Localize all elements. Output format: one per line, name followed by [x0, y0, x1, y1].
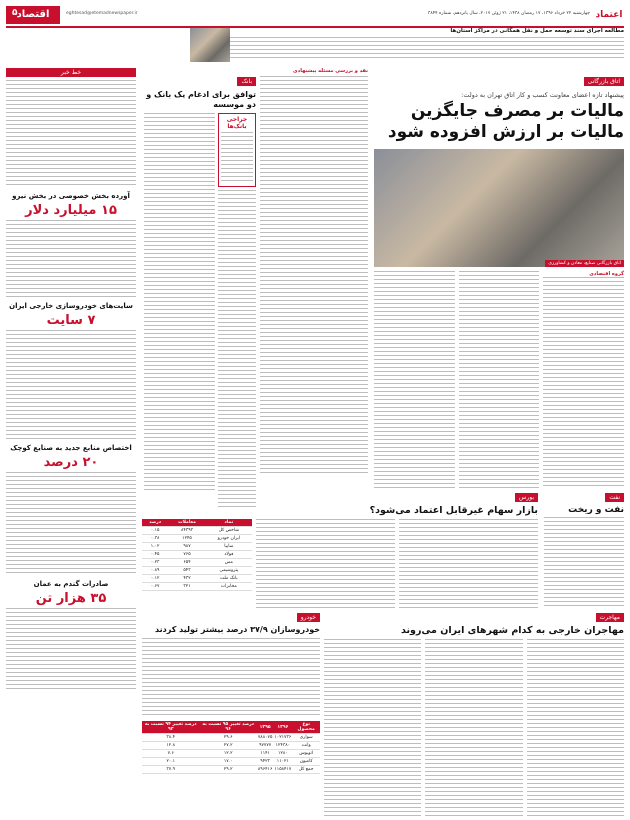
oil-headline[interactable]: نفت و ریخت — [568, 505, 624, 515]
car-cell: ۱۲.۸ — [142, 742, 199, 750]
car-cell: ۹۷۷۷۷ — [257, 742, 274, 750]
jarahi-box-title: جراحی بانک‌ها — [226, 116, 248, 130]
emigration-headline[interactable]: مهاجران خارجی به کدام شهرهای ایران می‌روند — [401, 625, 624, 636]
stocks-table-wrap — [142, 519, 252, 609]
car-cell: ۳۸.۴ — [142, 734, 199, 742]
top-strip-photo — [190, 28, 230, 62]
photo-caption: اتاق بازرگانی صنایع، معادن و کشاورزی — [545, 260, 624, 267]
stocks-cell: ۹۸۷ — [168, 543, 205, 551]
car-section — [142, 604, 320, 814]
car-cell: ۲۷.۲ — [199, 742, 256, 750]
stocks-cell: ۱۲۴۵ — [168, 535, 205, 543]
page-number: ۵ — [12, 8, 18, 18]
stocks-cell: فولاد — [206, 551, 252, 559]
table-row — [142, 535, 252, 543]
middle-text — [260, 76, 368, 476]
main-kicker: اتاق بازرگانی — [584, 77, 624, 86]
car-header-1: ۱۳۹۶ — [273, 721, 292, 734]
table-row — [142, 750, 320, 758]
table-row — [142, 551, 252, 559]
stocks-table — [142, 519, 252, 591]
bank-headline[interactable]: توافق برای ادغام یک بانک و دو موسسه — [146, 90, 256, 109]
sidebar-item4-title[interactable]: صادرات گندم به عمان — [33, 580, 109, 588]
bank-column — [144, 68, 256, 478]
middle-subtitle: نقد و بررسی مسئله پیشنهادی — [293, 68, 368, 74]
car-cell: ۸۹۶۴۱۶ — [257, 767, 273, 772]
oil-text — [544, 517, 624, 609]
car-cell: ۲۰.۱ — [142, 758, 199, 766]
table-row — [142, 543, 252, 551]
stocks-cell: ۷۶۵ — [168, 551, 205, 559]
stocks-cell: ۵۴۳ — [168, 567, 205, 575]
emigration-text-a — [527, 639, 624, 819]
stocks-cell: ۸۴۳۹۳ — [168, 527, 205, 535]
car-cell: ۲۹.۶ — [199, 734, 256, 742]
table-row — [142, 583, 252, 591]
table-row — [142, 527, 252, 535]
car-header-2: ۱۳۹۵ — [257, 721, 274, 734]
middle-column — [260, 68, 368, 478]
sidebar-news-list — [6, 80, 136, 186]
top-strip-text — [196, 37, 624, 61]
sidebar-item1-title[interactable]: آورده بخش خصوصی در بخش نیرو — [12, 192, 130, 200]
stocks-cell: سایپا — [206, 543, 252, 551]
emigration-section — [324, 604, 624, 814]
stocks-cell: مس — [206, 559, 252, 567]
car-cell: ۹۴۲۳ — [257, 758, 274, 766]
car-cell: ۱۱۵۸۴۱۷ — [274, 767, 292, 772]
top-strip — [196, 28, 624, 62]
newspaper-logo: اعتماد — [594, 6, 624, 24]
sidebar — [6, 68, 136, 814]
car-cell: ۲۹.۲ — [199, 766, 256, 774]
stocks-cell: ۱.۰۲ — [142, 543, 168, 551]
stocks-cell: ۳۲۱ — [168, 583, 205, 591]
sidebar-item1-value: ۱۵ میلیارد دلار — [25, 203, 117, 218]
table-row — [142, 766, 320, 774]
sidebar-item3-title[interactable]: اختصاص منابع جدید به صنایع کوچک — [10, 444, 132, 452]
car-cell: ۱۲.۲ — [199, 750, 256, 758]
sidebar-item2-title[interactable]: سایت‌های خودروسازی خارجی ایران — [9, 302, 133, 310]
main-subhead: پیشنهاد تازه اعضای معاونت کسب و کار اتاق تهران به دولت: — [461, 91, 624, 99]
sidebar-item3-value: ۲۰ درصد — [43, 455, 99, 470]
stocks-cell: ۰.۶۷ — [142, 583, 168, 591]
stocks-text-b — [256, 519, 395, 609]
car-headline[interactable]: خودروسازان ۳۷/۹ درصد بیشتر تولید کردند — [155, 625, 320, 634]
sidebar-item2-value: ۷ سایت — [46, 313, 96, 328]
top-strip-headline[interactable]: مطالعه اجرای سند توسعه حمل و نقل همگانی در مراکز استان‌ها — [450, 28, 624, 34]
main-story — [374, 68, 624, 478]
car-cell: ۱۲۸۰ — [273, 750, 292, 758]
stocks-cell: ۴۳۲ — [168, 575, 205, 583]
stocks-cell: شاخص کل — [206, 527, 252, 535]
car-kicker: خودرو — [297, 613, 320, 622]
sidebar-item2-text — [6, 330, 136, 440]
main-column-1 — [543, 277, 624, 489]
car-header-3: درصد تغییر ۹۵ نسبت به ۹۶ — [199, 721, 256, 734]
car-cell: ۳۷.۹ — [142, 766, 199, 774]
stocks-kicker: بورس — [515, 493, 538, 502]
car-header-4: درصد تغییر ۹۴ نسبت به ۹۳ — [142, 721, 199, 734]
main-headline-line2[interactable]: مالیات بر ارزش افزوده شود — [387, 122, 624, 142]
car-table — [142, 721, 320, 774]
sidebar-item4-value: ۳۵ هزار تن — [35, 591, 107, 606]
stocks-header-1: معاملات — [168, 519, 205, 527]
stocks-cell: ۰.۳۸ — [142, 535, 168, 543]
table-row — [142, 758, 320, 766]
main-column-2 — [459, 271, 540, 489]
bank-col-a — [218, 190, 256, 510]
car-cell: اتوبوس — [292, 750, 320, 758]
sidebar-header: خط خبر — [6, 68, 136, 77]
table-row — [142, 559, 252, 567]
table-row — [142, 734, 320, 742]
car-cell: ۱۱۴۱ — [257, 750, 274, 758]
sidebar-item4-text — [6, 608, 136, 692]
bank-col-b — [144, 113, 215, 493]
site-email[interactable]: eghtesad@etemadnewspaper.ir — [66, 11, 138, 16]
page-header — [6, 6, 624, 28]
car-cell: ۱۱۰۲۱ — [273, 758, 292, 766]
car-text — [142, 638, 320, 718]
stocks-cell: ۶۵۴ — [168, 559, 205, 567]
main-column-3 — [374, 271, 455, 489]
car-cell: سواری — [292, 734, 320, 742]
oil-section — [544, 484, 624, 600]
sidebar-item3-text — [6, 472, 136, 576]
oil-kicker: نفت — [605, 493, 624, 502]
stocks-cell: مخابرات — [206, 583, 252, 591]
car-cell: وانت — [292, 742, 320, 750]
stocks-header-2: درصد — [142, 519, 168, 527]
jarahi-box-text — [221, 132, 253, 184]
car-cell: جمع کل — [292, 766, 320, 774]
stocks-cell: ۰.۱۲ — [142, 575, 168, 583]
stocks-cell: پتروشیمی — [206, 567, 252, 575]
stocks-cell: بانک ملت — [206, 575, 252, 583]
byline: گروه اقتصادی — [589, 271, 624, 277]
date-line: چهارشنبه ۲۲ خرداد ۱۳۹۶، ۱۷ رمضان ۱۴۳۸، ۲۱ ژوئن ۲۰۱۷، سال پانزدهم، شماره ۳۸۴۴ — [427, 11, 590, 16]
stocks-headline[interactable]: بازار سهام غیرقابل اعتماد می‌شود؟ — [369, 505, 538, 516]
car-cell: ۱۰۲۱۷۳۶ — [274, 735, 292, 740]
car-cell: ۷۸۸۰۷۵ — [257, 735, 273, 740]
emigration-text-b — [425, 639, 522, 819]
car-cell: کامیون — [292, 758, 320, 766]
car-header-0: نوع محصول — [292, 721, 320, 734]
car-cell: ۱۷.۰ — [199, 758, 256, 766]
stocks-text-a — [399, 519, 538, 609]
stocks-cell: ۰.۱۵ — [142, 527, 168, 535]
bank-kicker: بانک — [237, 77, 256, 86]
stocks-cell: ۰.۸۹ — [142, 567, 168, 575]
car-cell: ۷.۶ — [142, 750, 199, 758]
stocks-cell: ۰.۴۵ — [142, 551, 168, 559]
main-photo — [374, 149, 624, 267]
emigration-text-c — [324, 639, 421, 819]
car-cell: ۱۲۴۳۸۰ — [273, 742, 292, 750]
stocks-cell: ۰.۲۳ — [142, 559, 168, 567]
stocks-header-0: نماد — [206, 519, 252, 527]
table-row — [142, 575, 252, 583]
sidebar-item1-text — [6, 220, 136, 298]
table-row — [142, 567, 252, 575]
table-row — [142, 742, 320, 750]
main-headline-line1[interactable]: مالیات بر مصرف جایگزین — [410, 101, 624, 121]
stocks-cell: ایران خودرو — [206, 535, 252, 543]
stocks-section — [142, 484, 538, 600]
emigration-kicker: مهاجرت — [596, 613, 624, 622]
section-label: اقتصاد — [6, 6, 60, 24]
